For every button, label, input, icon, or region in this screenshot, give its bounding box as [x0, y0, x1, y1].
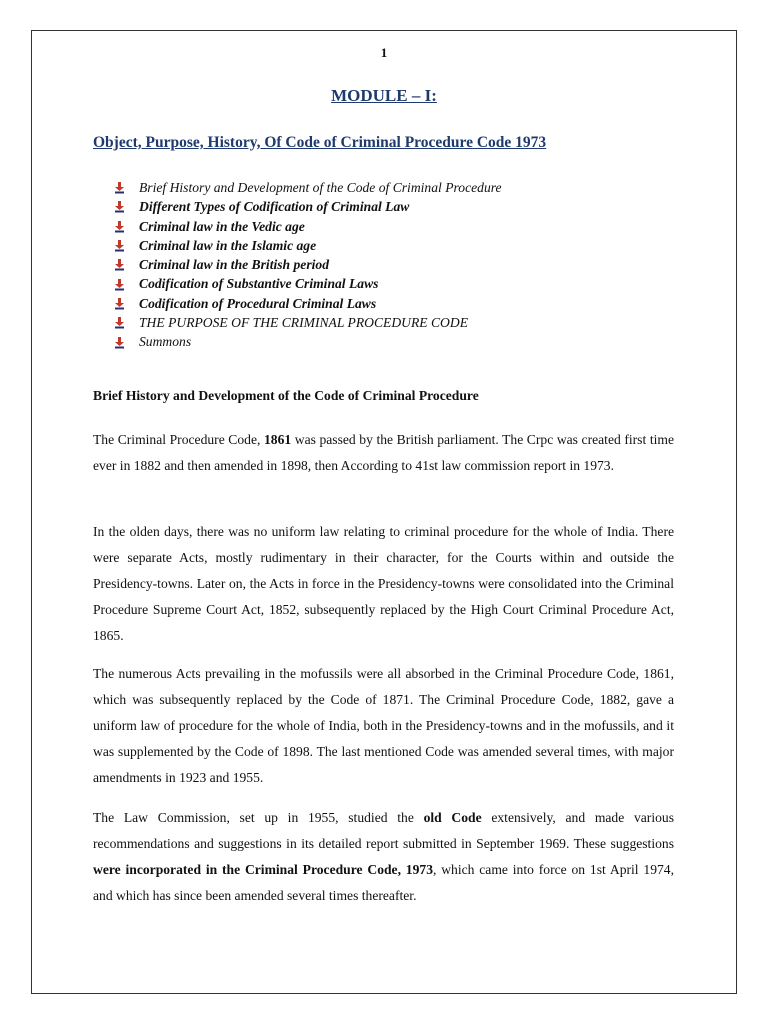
section-heading: Brief History and Development of the Code of Criminal Procedure — [93, 388, 479, 403]
paragraph-text: was passed by the British parliament. The Crpc was created first time ever in 1882 and then amended in 1898, then According to 41st law commission report in 1973. — [93, 432, 674, 473]
paragraph-text: extensively, and made various recommendations and suggestions in its detailed report submitted in September 1969. These suggestions — [93, 810, 674, 851]
topic-list-item — [113, 178, 502, 197]
paragraph-2: In the olden days, there was no uniform law relating to criminal procedure for the whole of India. There were separate Acts, mostly rudimentary in their character, for the Courts within and outside the Presidency-towns. Later on, the Acts in force in the Presidency-towns were consolidated into the Criminal Procedure Supreme Court Act, 1852, subsequently replaced by the High Court Criminal Procedure Act, 1865. — [93, 524, 674, 643]
module-title: MODULE – I: — [331, 86, 437, 105]
topic-label: Criminal law in the Islamic age — [139, 237, 317, 253]
topic-list-item — [113, 236, 502, 255]
paragraph-3: The numerous Acts prevailing in the mofussils were all absorbed in the Criminal Procedure Code, 1861, which was subsequently replaced by the Code of 1871. The Criminal Procedure Code, 1882, gave a uniform law of procedure for the whole of India, both in the Presidency-towns and in the mofussils, and it was supplemented by the Code of 1898. The last mentioned Code was amended several times, with major amendments in 1923 and 1955. — [93, 666, 674, 785]
paragraph-text: The Criminal Procedure Code, — [93, 432, 264, 447]
down-arrow-icon — [113, 297, 126, 310]
paragraph-text: The Law Commission, set up in 1955, studied the — [93, 810, 424, 825]
document-subtitle: Object, Purpose, History, Of Code of Criminal Procedure Code 1973 — [93, 134, 547, 151]
topic-label: Summons — [139, 334, 192, 350]
down-arrow-icon — [113, 258, 126, 271]
down-arrow-icon — [113, 200, 126, 213]
down-arrow-icon — [113, 220, 126, 233]
topic-label: Codification of Substantive Criminal Laws — [139, 276, 379, 292]
topic-list-item — [113, 332, 502, 351]
topic-label: Criminal law in the Vedic age — [139, 218, 305, 234]
down-arrow-icon — [113, 336, 126, 349]
down-arrow-icon — [113, 239, 126, 252]
topic-list — [113, 178, 502, 352]
paragraph-text: , which came into force on 1st April 1974, and which has since been amended several times thereafter. — [93, 862, 674, 903]
topic-list-item — [113, 294, 502, 313]
topic-list-item — [113, 255, 502, 274]
page-number: 1 — [380, 45, 388, 60]
topic-label: Brief History and Development of the Code of Criminal Procedure — [139, 180, 502, 195]
paragraph-4 — [93, 805, 674, 909]
topic-list-item — [113, 217, 502, 236]
topic-label: Different Types of Codification of Criminal Law — [139, 199, 410, 215]
topic-label: THE PURPOSE OF THE CRIMINAL PROCEDURE CODE — [139, 315, 468, 331]
topic-list-item — [113, 197, 502, 216]
topic-list-item — [113, 313, 502, 332]
paragraph-bold-text: were incorporated in the Criminal Procedure Code, 1973 — [93, 862, 433, 877]
topic-label: Criminal law in the British period — [139, 257, 329, 273]
topic-list-item — [113, 274, 502, 293]
topic-label: Codification of Procedural Criminal Laws — [139, 295, 377, 311]
down-arrow-icon — [113, 278, 126, 291]
paragraph-bold-text: old Code — [423, 810, 482, 825]
paragraph-1 — [93, 427, 674, 479]
down-arrow-icon — [113, 316, 126, 329]
paragraph-bold-text: 1861 — [263, 432, 292, 447]
down-arrow-icon — [113, 181, 126, 194]
